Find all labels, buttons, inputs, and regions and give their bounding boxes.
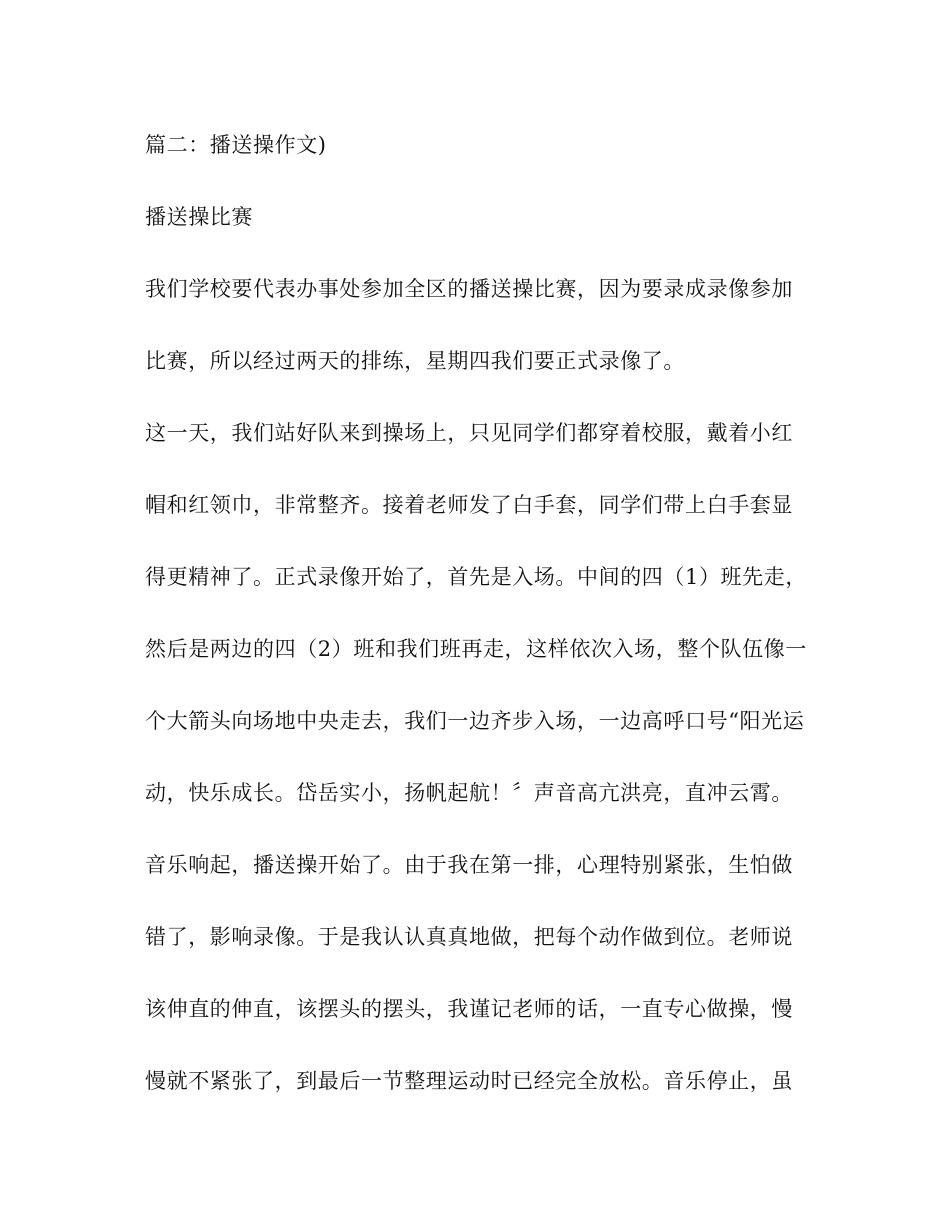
- paragraph-line: 这一天，我们站好队来到操场上，只见同学们都穿着校服，戴着小红: [145, 421, 793, 445]
- paragraph-line: 慢就不紧张了，到最后一节整理运动时已经完全放松。音乐停止，虽: [145, 1069, 793, 1093]
- document-title: 播送操比赛: [145, 205, 253, 229]
- paragraph-line: 音乐响起，播送操开始了。由于我在第一排，心理特别紧张，生怕做: [145, 853, 793, 877]
- paragraph-line: 然后是两边的四（2）班和我们班再走，这样依次入场，整个队伍像一: [145, 637, 807, 661]
- document-heading: 篇二：播送操作文): [145, 133, 327, 157]
- paragraph-line: 个大箭头向场地中央走去，我们一边齐步入场，一边高呼口号“阳光运: [145, 709, 805, 733]
- paragraph-line: 动，快乐成长。岱岳实小，扬帆起航！〞声音高亢洪亮，直冲云霄。: [145, 781, 793, 805]
- paragraph-line: 比赛，所以经过两天的排练，星期四我们要正式录像了。: [145, 349, 685, 373]
- paragraph-line: 错了，影响录像。于是我认认真真地做，把每个动作做到位。老师说: [145, 925, 793, 949]
- paragraph-line: 我们学校要代表办事处参加全区的播送操比赛，因为要录成录像参加: [145, 277, 793, 301]
- paragraph-line: 该伸直的伸直，该摆头的摆头，我谨记老师的话，一直专心做操，慢: [145, 997, 793, 1021]
- paragraph-line: 得更精神了。正式录像开始了，首先是入场。中间的四（1）班先走，: [145, 565, 807, 589]
- paragraph-line: 帽和红领巾，非常整齐。接着老师发了白手套，同学们带上白手套显: [145, 493, 793, 517]
